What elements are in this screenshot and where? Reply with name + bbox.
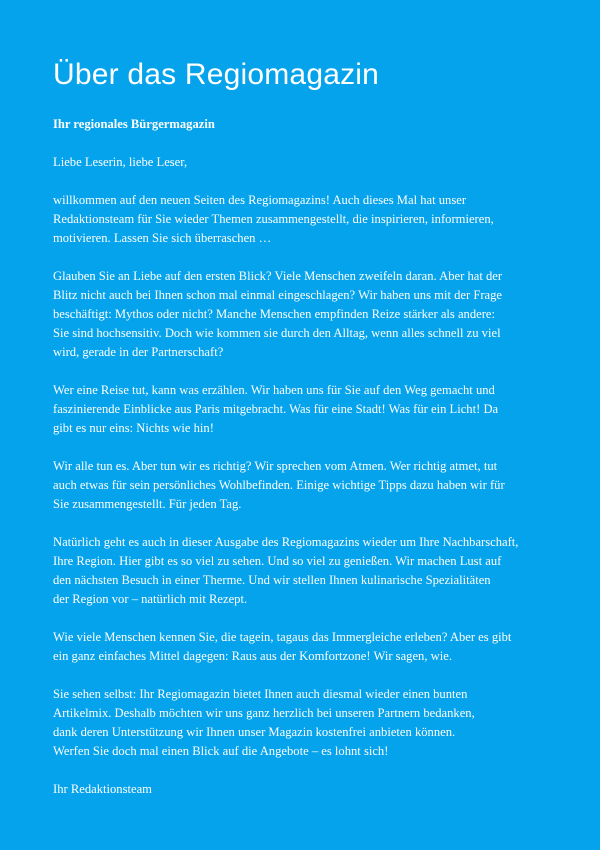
paragraph-closing <box>53 685 543 761</box>
page-title: Über das Regiomagazin <box>53 58 380 91</box>
text-line: Wie viele Menschen kennen Sie, die tagein, tagaus das Immergleiche erleben? Aber es gibt <box>53 630 512 644</box>
text-line: Wir alle tun es. Aber tun wir es richtig? Wir sprechen vom Atmen. Wer richtig atmet, tut <box>53 459 498 473</box>
paragraph-region <box>53 533 543 609</box>
text-line: Glauben Sie an Liebe auf den ersten Blick? Viele Menschen zweifeln daran. Aber hat der <box>53 269 503 283</box>
text-line: auch etwas für sein persönliches Wohlbefinden. Einige wichtige Tipps dazu haben wir für <box>53 478 505 492</box>
text-line: Artikelmix. Deshalb möchten wir uns ganz herzlich bei unseren Partnern bedanken, <box>53 706 475 720</box>
text-line: Blitz nicht auch bei Ihnen schon mal einmal eingeschlagen? Wir haben uns mit der Frage <box>53 288 502 302</box>
text-line: Wer eine Reise tut, kann was erzählen. Wir haben uns für Sie auf den Weg gemacht und <box>53 383 495 397</box>
paragraph-comfort-zone <box>53 628 543 666</box>
paragraph-breathing <box>53 457 543 514</box>
text-line: Redaktionsteam für Sie wieder Themen zusammengestellt, die inspirieren, informieren, <box>53 212 494 226</box>
paragraph-intro <box>53 191 543 248</box>
text-line: Sie sehen selbst: Ihr Regiomagazin bietet Ihnen auch diesmal wieder einen bunten <box>53 687 468 701</box>
text-line: Sie sind hochsensitiv. Doch wie kommen sie durch den Alltag, wenn alles schnell zu viel <box>53 326 501 340</box>
text-line: Ihre Region. Hier gibt es so viel zu sehen. Und so viel zu genießen. Wir machen Lust auf <box>53 554 502 568</box>
text-line: der Region vor – natürlich mit Rezept. <box>53 592 248 606</box>
text-line: Werfen Sie doch mal einen Blick auf die Angebote – es lohnt sich! <box>53 744 389 758</box>
text-line: ein ganz einfaches Mittel dagegen: Raus aus der Komfortzone! Wir sagen, wie. <box>53 649 452 663</box>
text-line: Sie zusammengestellt. Für jeden Tag. <box>53 497 242 511</box>
text-line: Natürlich geht es auch in dieser Ausgabe des Regiomagazins wieder um Ihre Nachbarschaft, <box>53 535 519 549</box>
text-line: willkommen auf den neuen Seiten des Regiomagazins! Auch dieses Mal hat unser <box>53 193 467 207</box>
page-subtitle: Ihr regionales Bürgermagazin <box>53 117 215 131</box>
text-line: dank deren Unterstützung wir Ihnen unser Magazin kostenfrei anbieten können. <box>53 725 456 739</box>
text-line: faszinierende Einblicke aus Paris mitgebracht. Was für eine Stadt! Was für ein Licht! Da <box>53 402 499 416</box>
signature: Ihr Redaktionsteam <box>53 782 152 796</box>
text-line: den nächsten Besuch in einer Therme. Und wir stellen Ihnen kulinarische Spezialitäten <box>53 573 491 587</box>
text-line: beschäftigt: Mythos oder nicht? Manche Menschen empfinden Reize stärker als andere: <box>53 307 496 321</box>
greeting: Liebe Leserin, liebe Leser, <box>53 155 188 169</box>
text-line: motivieren. Lassen Sie sich überraschen … <box>53 231 272 245</box>
paragraph-love <box>53 267 543 362</box>
article-body <box>53 115 543 818</box>
paragraph-travel <box>53 381 543 438</box>
text-line: gibt es nur eins: Nichts wie hin! <box>53 421 214 435</box>
text-line: wird, gerade in der Partnerschaft? <box>53 345 224 359</box>
